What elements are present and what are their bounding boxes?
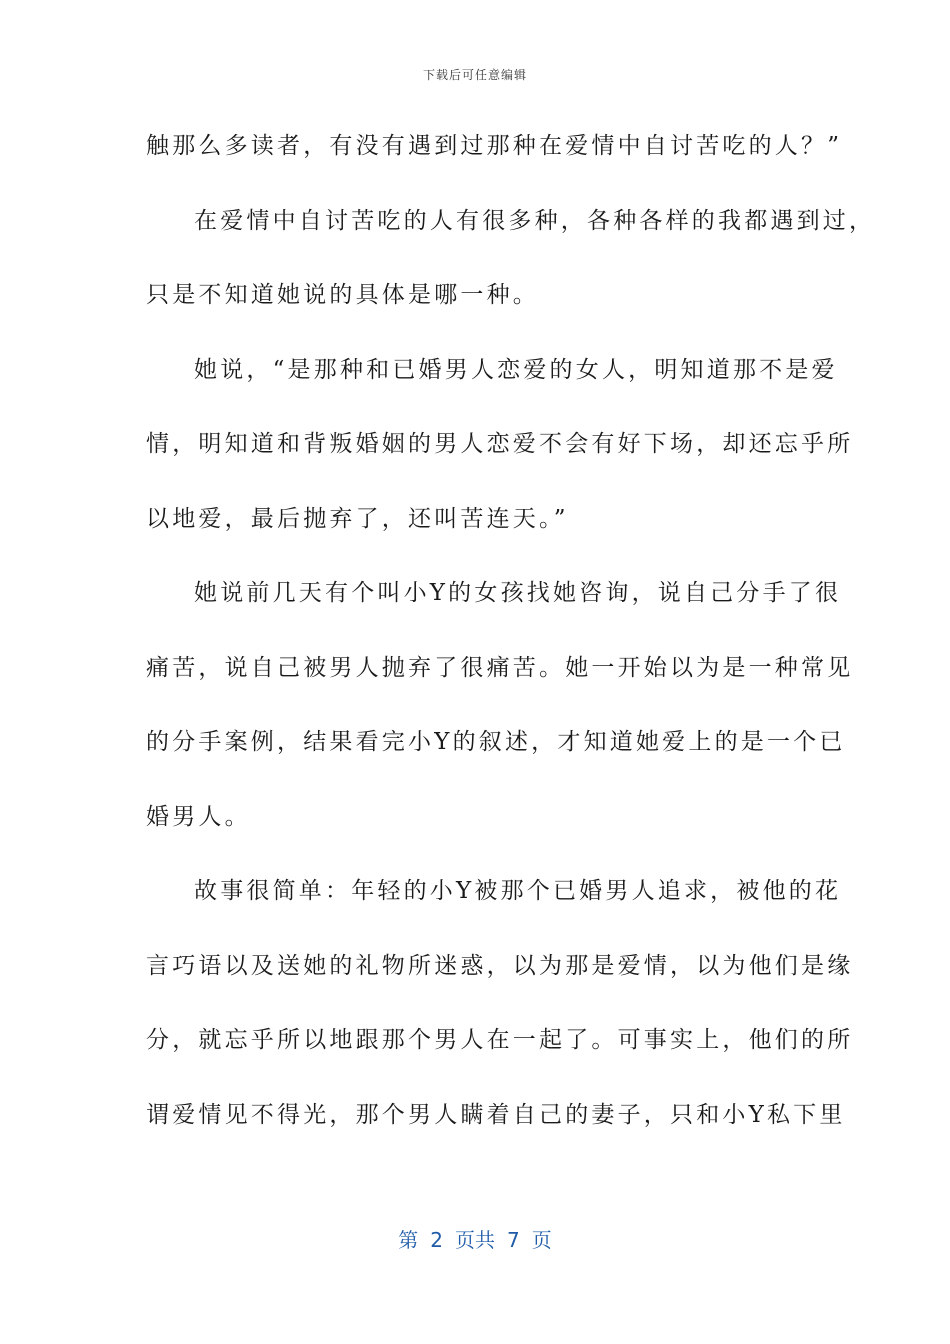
text-line: 的分手案例，结果看完小Y的叙述，才知道她爱上的是一个已: [146, 729, 846, 755]
text-line: 以地爱，最后抛弃了，还叫苦连天。”: [146, 505, 569, 532]
text-line: 故事很简单：年轻的小Y被那个已婚男人追求，被他的花: [194, 878, 842, 904]
text-line: 痛苦，说自己被男人抛弃了很痛苦。她一开始以为是一种常见: [146, 654, 854, 681]
text-line: 她说，“是那种和已婚男人恋爱的女人，明知道那不是爱: [194, 356, 838, 383]
page-footer: [0, 1224, 950, 1253]
current-page-number: 2: [430, 1228, 443, 1252]
text-line: 她说前几天有个叫小Y的女孩找她咨询，说自己分手了很: [194, 580, 842, 606]
text-line: 分，就忘乎所以地跟那个男人在一起了。可事实上，他们的所: [146, 1027, 854, 1053]
footer-prefix: 第: [398, 1228, 419, 1252]
text-line: 在爱情中自讨苦吃的人有很多种，各种各样的我都遇到过，: [194, 207, 876, 234]
text-line: 谓爱情见不得光，那个男人瞒着自己的妻子，只和小Y私下里: [146, 1101, 846, 1128]
text-line: 情，明知道和背叛婚姻的男人恋爱不会有好下场，却还忘乎所: [146, 431, 854, 457]
footer-suffix: 页: [531, 1228, 552, 1252]
text-line: 触那么多读者，有没有遇到过那种在爱情中自讨苦吃的人？”: [146, 133, 843, 159]
document-body: [146, 118, 876, 1161]
text-line: 言巧语以及送她的礼物所迷惑，以为那是爱情，以为他们是缘: [146, 952, 854, 979]
text-line: 婚男人。: [146, 803, 251, 830]
text-line: 只是不知道她说的具体是哪一种。: [146, 282, 539, 308]
footer-middle: 页共: [455, 1228, 495, 1252]
header-note: 下载后可任意编辑: [422, 68, 527, 82]
total-pages-number: 7: [507, 1228, 520, 1252]
